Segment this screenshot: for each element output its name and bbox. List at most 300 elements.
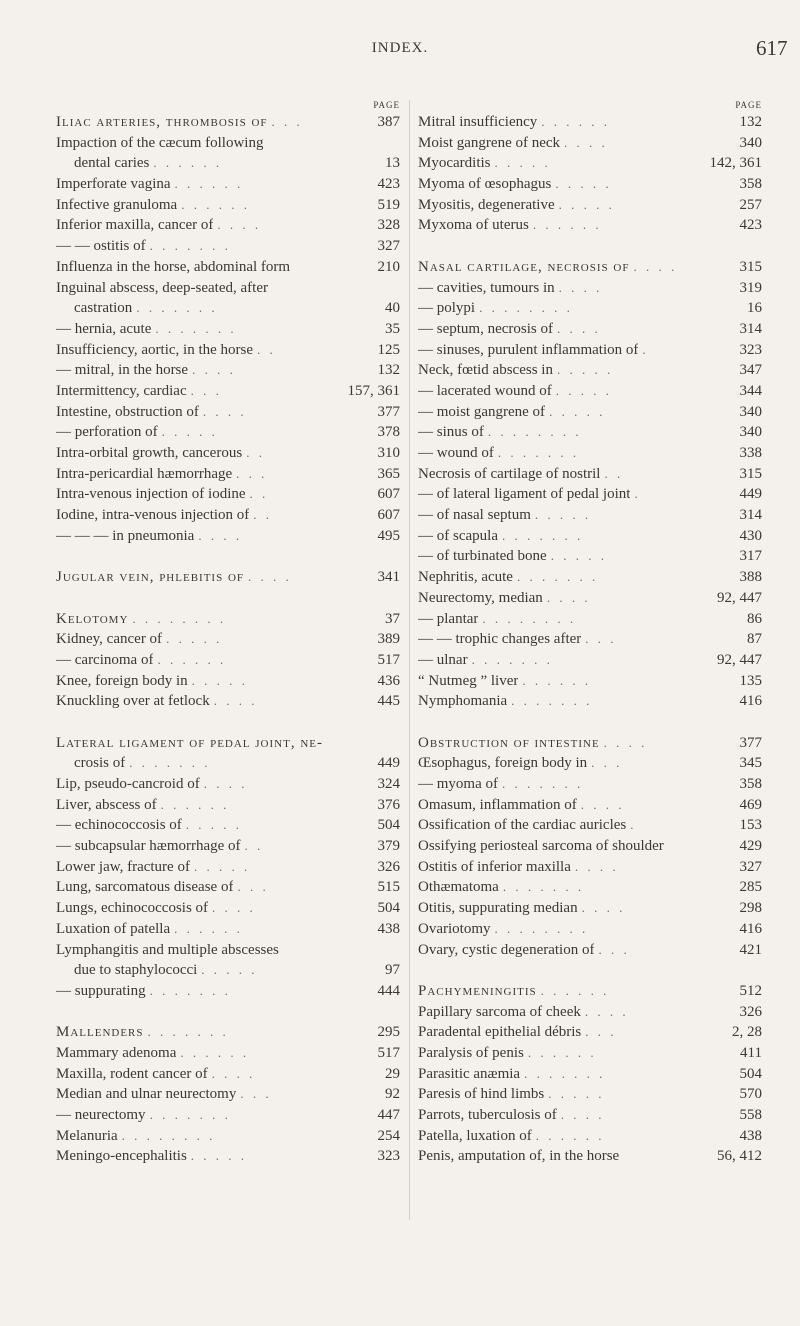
index-entry-page: 358: [739, 176, 762, 193]
index-entry-page: 92, 447: [717, 589, 762, 606]
index-entry-text: — of nasal septum: [418, 507, 531, 524]
index-entry-page: 423: [377, 176, 400, 193]
index-entry-leader: . . . . . .: [540, 982, 610, 998]
index-entry-page: 495: [377, 527, 400, 544]
index-entry-text: Ovary, cystic degeneration of: [418, 941, 595, 958]
index-entry-text: — suppurating: [56, 982, 146, 999]
index-entry-page: 377: [377, 403, 400, 420]
index-entry-page: 517: [377, 651, 400, 668]
index-entry-text: — of scapula: [418, 527, 498, 544]
index-entry-text: — of turbinated bone: [418, 548, 547, 565]
index-entry-page: 328: [377, 217, 400, 234]
index-entry-text: castration: [74, 300, 133, 317]
index-entry-text: Imperforate vagina: [56, 176, 171, 193]
index-entry: [56, 940, 400, 961]
index-entry-leader: .: [634, 486, 641, 502]
index-entry-text: Melanuria: [56, 1127, 118, 1144]
index-entry-page: 125: [377, 341, 400, 358]
index-entry: [56, 340, 400, 361]
index-entry-text: Meningo-encephalitis: [56, 1148, 187, 1165]
index-entry-leader: . . .: [591, 755, 623, 771]
index-entry-page: 132: [739, 114, 762, 130]
index-entry-text: Paresis of hind limbs: [418, 1086, 545, 1103]
index-entry-page: 340: [739, 134, 762, 151]
index-entry-text: Nasal cartilage, necrosis of: [418, 258, 630, 275]
index-entry-text: — perforation of: [56, 424, 158, 441]
index-entry-text: Paralysis of penis: [418, 1044, 524, 1061]
index-entry-text: Neurectomy, median: [418, 589, 543, 606]
index-entry-page: 515: [377, 879, 400, 896]
index-entry-text: Nephritis, acute: [418, 569, 513, 586]
index-entry-leader: . . . . . . .: [471, 651, 553, 667]
index-entry: [56, 484, 400, 505]
index-entry-leader: . . . . . . .: [502, 879, 585, 895]
column-page-label: PAGE: [735, 100, 762, 110]
index-entry-text: Lymphangitis and multiple abscesses: [56, 941, 279, 958]
index-entry-page: 254: [377, 1127, 400, 1144]
index-entry-leader: . . . .: [564, 134, 608, 150]
section-gap: [56, 712, 400, 733]
index-entry-page: 365: [377, 465, 400, 482]
index-entry-text: Iodine, intra-venous injection of: [56, 507, 250, 524]
index-entry: [418, 422, 762, 443]
index-entry: [56, 422, 400, 443]
index-entry-leader: . . . . . . . .: [121, 1127, 216, 1143]
index-entry: [56, 402, 400, 423]
index-entry-leader: . . .: [585, 631, 617, 647]
index-entry-page: 344: [739, 382, 762, 399]
index-entry: [418, 671, 762, 692]
index-entry: [56, 464, 400, 485]
index-entry: [56, 981, 400, 1002]
index-entry-leader: . .: [604, 465, 624, 481]
index-entry: [418, 298, 762, 319]
index-entry-page: 345: [739, 755, 762, 772]
index-entry: [418, 133, 762, 154]
index-entry-page: 558: [739, 1107, 762, 1123]
index-entry-leader: . . . .: [633, 258, 678, 274]
index-entry-text: Iliac arteries, thrombosis of: [56, 114, 268, 130]
index-entry: [418, 257, 762, 278]
index-entry-text: Jugular vein, phlebitis of: [56, 569, 245, 586]
index-entry-leader: . . . . . .: [174, 920, 243, 936]
index-entry-leader: . . . . . .: [180, 1044, 250, 1060]
index-entry-text: — echinococcosis of: [56, 817, 182, 834]
index-entry-page: 2, 28: [732, 1024, 762, 1041]
index-entry-text: Ossifying periosteal sarcoma of shoulder: [418, 838, 664, 855]
index-entry-page: 379: [377, 838, 400, 855]
index-entry-text: — sinus of: [418, 424, 484, 441]
index-entry: [56, 215, 400, 236]
index-entry: [56, 257, 400, 278]
index-entry-text: Myositis, degenerative: [418, 196, 555, 213]
index-entry-page: 326: [739, 1003, 762, 1020]
index-entry-page: 324: [377, 776, 400, 792]
section-gap: [56, 1002, 400, 1023]
index-entry: [418, 484, 762, 505]
index-entry-leader: . . . . . .: [181, 196, 250, 212]
index-entry-text: — plantar: [418, 610, 479, 627]
index-entry-page: 570: [739, 1086, 762, 1103]
index-entry-leader: . .: [253, 507, 273, 523]
index-entry-text: Intestine, obstruction of: [56, 403, 199, 420]
index-entry: [56, 1043, 400, 1064]
index-entry-text: Ostitis of inferior maxilla: [418, 858, 571, 875]
index-entry-text: — lacerated wound of: [418, 382, 552, 399]
index-entry-text: — — — in pneumonia: [56, 527, 195, 544]
index-entry: [56, 733, 400, 754]
index-entry-leader: . . . . .: [550, 548, 607, 564]
index-entry-leader: . . . . . . .: [136, 300, 218, 316]
index-entry-leader: . . . .: [212, 900, 256, 916]
index-entry: [56, 443, 400, 464]
index-entry: [418, 898, 762, 919]
index-entry-page: 56, 412: [717, 1148, 762, 1165]
index-entry: [56, 836, 400, 857]
index-entry-leader: . . . . .: [191, 672, 248, 688]
index-entry: [56, 960, 400, 981]
index-entry-leader: . . . .: [192, 362, 236, 378]
index-entry-text: Parrots, tuberculosis of: [418, 1107, 557, 1123]
index-entry-text: Influenza in the horse, abdominal form: [56, 258, 291, 275]
index-entry-page: 37: [385, 610, 400, 627]
index-entry-leader: . . . . . . . .: [479, 300, 573, 316]
index-entry-text: Lung, sarcomatous disease of: [56, 879, 234, 896]
index-entry: [418, 153, 762, 174]
running-head-title: INDEX.: [371, 40, 429, 56]
index-entry-leader: . . . . . . .: [497, 445, 580, 460]
index-entry-page: 340: [739, 424, 762, 441]
index-entry: [418, 836, 762, 857]
index-entry: [56, 505, 400, 526]
index-entry-text: Pachymeningitis: [418, 982, 537, 999]
section-gap: [418, 712, 762, 733]
index-entry-page: 436: [377, 672, 400, 689]
index-entry-leader: . . . .: [574, 858, 619, 874]
index-entry-leader: . . .: [190, 382, 222, 398]
index-entry: [56, 609, 400, 630]
index-entry: [418, 1084, 762, 1105]
index-entry-text: — myoma of: [418, 776, 498, 792]
index-entry-leader: . . . . .: [549, 403, 606, 419]
index-entry-text: Penis, amputation of, in the horse: [418, 1148, 620, 1165]
index-entry-leader: .: [630, 817, 637, 833]
index-entry-page: 416: [739, 920, 762, 937]
index-entry-page: 378: [377, 424, 400, 441]
index-entry-page: 35: [385, 320, 400, 337]
index-entry: [56, 671, 400, 692]
index-entry-page: 257: [739, 196, 762, 213]
index-entry: [56, 360, 400, 381]
index-entry-text: Myoma of œsophagus: [418, 176, 552, 193]
index-entry-text: Myxoma of uterus: [418, 217, 529, 234]
index-entry-leader: . . . . . . .: [149, 982, 231, 998]
index-entry-leader: . . . .: [211, 1065, 256, 1081]
index-entry-leader: . . . .: [558, 279, 603, 295]
index-entry: [56, 567, 400, 588]
index-entry-text: Lower jaw, fracture of: [56, 858, 190, 875]
index-entry: [418, 174, 762, 195]
index-entry-leader: . . . .: [546, 589, 591, 605]
index-entry: [56, 1105, 400, 1126]
index-entry-leader: . . .: [237, 879, 269, 895]
index-entry-text: crosis of: [74, 755, 126, 772]
page-number: 617: [756, 36, 788, 60]
index-entry: [418, 319, 762, 340]
index-entry-leader: . . . . . .: [541, 114, 611, 129]
index-entry-text: Median and ulnar neurectomy: [56, 1086, 237, 1103]
index-entry-text: Knee, foreign body in: [56, 672, 188, 689]
index-entry-text: — neurectomy: [56, 1107, 146, 1123]
index-entry-leader: . . . .: [556, 320, 601, 336]
index-entry-leader: . . . . . . .: [129, 755, 211, 771]
index-entry-text: — sinuses, purulent inflammation of: [418, 341, 639, 358]
index-entry-leader: . . . . .: [555, 382, 612, 398]
index-entry-page: 423: [739, 217, 762, 234]
index-entry-leader: . . . .: [581, 900, 626, 916]
index-entry-leader: . . . . . . . .: [482, 610, 577, 626]
index-entry-page: 447: [377, 1107, 400, 1123]
index-entry-text: Necrosis of cartilage of nostril: [418, 465, 601, 482]
index-entry-page: 29: [385, 1065, 400, 1082]
index-entry-leader: . . . . .: [548, 1086, 605, 1102]
index-entry-page: 421: [739, 941, 762, 958]
index-entry-page: 438: [377, 920, 400, 937]
index-entry-page: 377: [739, 734, 762, 751]
index-entry-page: 317: [739, 548, 762, 565]
index-entry-page: 504: [377, 817, 400, 834]
index-entry: [56, 1126, 400, 1147]
index-entry-leader: .: [642, 341, 649, 357]
index-entry-leader: . . .: [271, 114, 303, 129]
index-entry-text: Neck, fœtid abscess in: [418, 362, 553, 379]
index-entry: [418, 215, 762, 236]
index-entry: [56, 650, 400, 671]
index-entry: [56, 1064, 400, 1085]
index-entry-text: — — trophic changes after: [418, 631, 582, 648]
index-entry: [56, 1084, 400, 1105]
index-entry: [418, 1043, 762, 1064]
index-entry-page: 327: [377, 238, 400, 255]
index-entry-leader: . . . . .: [534, 507, 592, 523]
index-entry-text: Mitral insufficiency: [418, 114, 538, 130]
index-entry: [56, 174, 400, 195]
index-entry-text: — — ostitis of: [56, 238, 146, 255]
index-entry-leader: . .: [246, 445, 265, 460]
index-entry-text: — moist gangrene of: [418, 403, 546, 420]
index-entry-text: Myocarditis: [418, 155, 491, 172]
index-entry-text: Impaction of the cæcum following: [56, 134, 264, 151]
index-entry-text: Inferior maxilla, cancer of: [56, 217, 214, 234]
index-entry-leader: . . . . . . .: [149, 238, 231, 254]
index-entry-leader: . . . . . .: [160, 796, 230, 812]
index-entry: [56, 691, 400, 712]
index-entry-page: 519: [377, 196, 400, 213]
index-entry-text: — polypi: [418, 300, 476, 317]
index-entry: [56, 629, 400, 650]
column-divider: [409, 100, 410, 1220]
index-entry-page: 338: [739, 445, 762, 461]
index-entry-leader: . . . . . . .: [502, 776, 584, 791]
index-entry: [56, 774, 400, 795]
index-entry: [56, 153, 400, 174]
index-entry-page: 469: [739, 796, 762, 813]
index-entry: [56, 278, 400, 299]
index-entry-leader: . . . . . . .: [511, 693, 593, 709]
index-column-left: [56, 98, 400, 1167]
index-entry-text: Mallenders: [56, 1024, 144, 1041]
index-entry-leader: . .: [257, 341, 276, 357]
index-entry: [418, 877, 762, 898]
index-entry-page: 387: [377, 114, 400, 130]
index-entry-text: Lip, pseudo-cancroid of: [56, 776, 200, 792]
index-entry-page: 327: [739, 858, 762, 875]
index-entry: [418, 588, 762, 609]
index-entry-leader: . . . . .: [201, 962, 258, 978]
index-entry-leader: . . .: [236, 465, 268, 481]
index-entry-leader: . . . . . . .: [149, 1107, 231, 1122]
index-entry-page: 389: [377, 631, 400, 648]
index-entry-leader: . . . .: [198, 527, 243, 543]
index-entry-leader: . . . .: [248, 569, 292, 585]
index-entry-text: Infective granuloma: [56, 196, 178, 213]
index-entry-text: — of lateral ligament of pedal joint: [418, 486, 631, 503]
index-entry: [418, 505, 762, 526]
index-entry-text: Intra-venous injection of iodine: [56, 486, 246, 503]
index-entry-leader: . . .: [585, 1024, 617, 1040]
index-entry: [418, 546, 762, 567]
index-entry: [56, 195, 400, 216]
index-entry: [418, 1146, 762, 1167]
index-entry: [56, 236, 400, 257]
index-entry-leader: . . . . . . . .: [487, 424, 582, 440]
index-entry-text: — subcapsular hæmorrhage of: [56, 838, 241, 855]
index-entry-page: 13: [385, 155, 400, 172]
section-gap: [56, 588, 400, 609]
index-entry-leader: . . . . . . .: [516, 569, 599, 585]
index-entry-leader: . . . . .: [555, 176, 612, 192]
index-entry-page: 314: [739, 320, 762, 337]
index-entry-text: — mitral, in the horse: [56, 362, 189, 379]
index-entry-text: Knuckling over at fetlock: [56, 693, 210, 710]
index-entry-text: Luxation of patella: [56, 920, 171, 937]
index-entry-text: — ulnar: [418, 651, 468, 668]
index-entry-page: 210: [377, 258, 400, 275]
index-entry-page: 512: [739, 982, 762, 999]
index-entry-text: — hernia, acute: [56, 320, 152, 337]
index-entry: [418, 691, 762, 712]
index-entry-page: 319: [739, 279, 762, 296]
index-entry-text: Maxilla, rodent cancer of: [56, 1065, 208, 1082]
index-entry: [56, 898, 400, 919]
index-entry-leader: . . . . . . .: [155, 320, 237, 336]
index-entry-page: 430: [739, 527, 762, 544]
column-page-label: PAGE: [373, 100, 400, 110]
index-entry-text: Parasitic anæmia: [418, 1065, 521, 1082]
index-entry-leader: . . . . .: [494, 155, 551, 171]
index-entry-page: 323: [739, 341, 762, 358]
section-gap: [418, 960, 762, 981]
index-entry-leader: . . . .: [202, 403, 247, 419]
index-entry-page: 607: [377, 486, 400, 503]
index-entry-leader: . . . .: [584, 1003, 629, 1019]
index-entry-page: 310: [377, 445, 400, 461]
index-entry-text: Otitis, suppurating median: [418, 900, 578, 917]
index-entry-text: Papillary sarcoma of cheek: [418, 1003, 581, 1020]
index-entry: [418, 1022, 762, 1043]
index-entry: [418, 278, 762, 299]
index-entry-page: 315: [739, 465, 762, 482]
index-entry-leader: . . . . .: [166, 631, 223, 647]
index-entry: [56, 815, 400, 836]
index-entry: [418, 1064, 762, 1085]
index-entry-leader: . . . .: [213, 693, 258, 709]
index-entry-leader: . . . . . .: [532, 217, 602, 233]
index-entry: [418, 1126, 762, 1147]
index-entry-page: 157, 361: [347, 382, 400, 399]
index-entry-page: 315: [739, 258, 762, 275]
index-entry-page: 607: [377, 507, 400, 524]
index-entry-leader: . . . .: [580, 796, 625, 812]
index-entry: [418, 753, 762, 774]
index-entry: [418, 609, 762, 630]
index-entry-page: 285: [739, 879, 762, 896]
index-entry-page: 416: [739, 693, 762, 710]
index-entry-text: Lungs, echinococcosis of: [56, 900, 209, 917]
index-entry-leader: . . . .: [203, 776, 248, 791]
index-entry-text: Ovariotomy: [418, 920, 491, 937]
index-entry: [418, 815, 762, 836]
section-gap: [56, 546, 400, 567]
index-entry-leader: . . . . .: [161, 424, 218, 440]
index-entry-leader: . . . . . . . .: [494, 920, 589, 936]
index-entry: [418, 733, 762, 754]
index-entry-leader: . . . . .: [556, 362, 614, 378]
index-entry: [56, 112, 400, 133]
index-entry-page: 504: [739, 1065, 762, 1082]
index-entry-text: Kelotomy: [56, 610, 129, 627]
index-entry-leader: . . . . . .: [174, 176, 244, 192]
index-entry-text: due to staphylococci: [74, 962, 198, 979]
index-entry-page: 314: [739, 507, 762, 524]
index-entry-text: Moist gangrene of neck: [418, 134, 561, 151]
index-entry-page: 438: [739, 1127, 762, 1144]
index-entry-text: Nymphomania: [418, 693, 508, 710]
index-entry: [418, 919, 762, 940]
index-entry-leader: . . . . . .: [522, 672, 592, 688]
index-entry-page: 92, 447: [717, 651, 762, 668]
index-entry-text: — wound of: [418, 445, 494, 461]
index-entry-page: 445: [377, 693, 400, 710]
index-entry: [56, 753, 400, 774]
index-entry: [418, 857, 762, 878]
index-entry: [418, 981, 762, 1002]
index-entry: [418, 526, 762, 547]
index-entry-text: Insufficiency, aortic, in the horse: [56, 341, 254, 358]
index-entry-text: Intra-pericardial hæmorrhage: [56, 465, 233, 482]
index-entry-page: 132: [377, 362, 400, 379]
index-entry-text: Intermittency, cardiac: [56, 382, 187, 399]
index-entry-leader: . . . . . .: [153, 155, 223, 171]
index-entry-leader: . .: [244, 838, 264, 854]
index-entry-page: 449: [739, 486, 762, 503]
index-entry: [418, 381, 762, 402]
index-entry-text: Othæmatoma: [418, 879, 499, 896]
index-entry-text: — carcinoma of: [56, 651, 154, 668]
index-entry-leader: . . .: [598, 941, 630, 957]
index-entry-leader: . . . . . .: [535, 1127, 605, 1143]
index-entry-text: — cavities, tumours in: [418, 279, 555, 296]
